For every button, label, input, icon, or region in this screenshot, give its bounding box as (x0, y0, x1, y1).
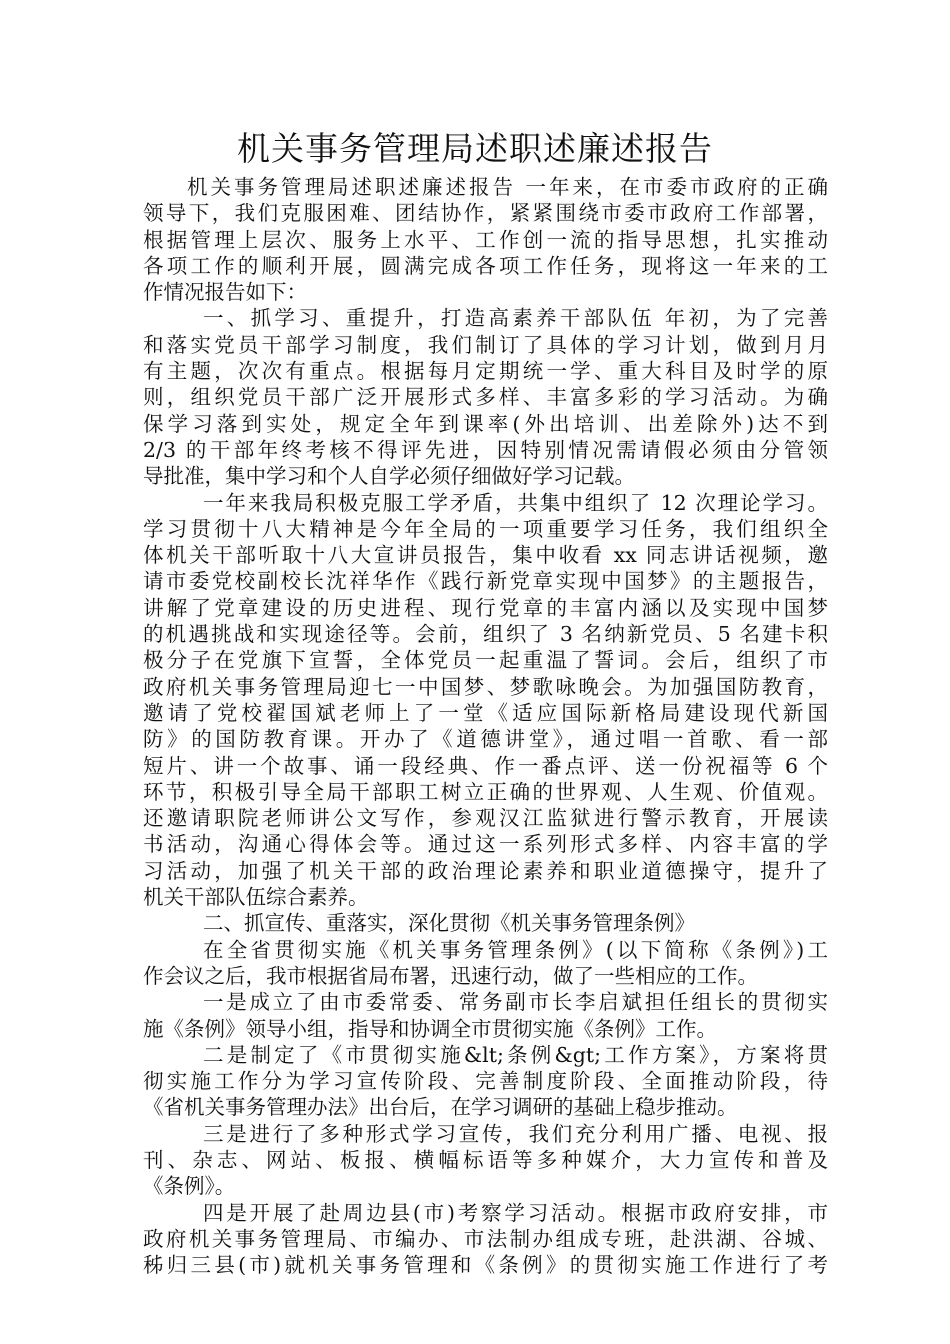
body-line: 短片、讲一个故事、诵一段经典、作一番点评、送一份祝福等 6 个 (143, 753, 828, 778)
body-line: 习活动，加强了机关干部的政治理论素养和职业道德操守，提升了 (143, 858, 828, 883)
body-line: 四是开展了赴周边县(市)考察学习活动。根据市政府安排，市 (203, 1200, 828, 1225)
body-line: 和落实党员干部学习制度，我们制订了具体的学习计划，做到月月 (143, 332, 828, 357)
body-line: 书活动，沟通心得体会等。通过这一系列形式多样、内容丰富的学 (143, 832, 828, 857)
body-line: 《条例》。 (143, 1174, 236, 1199)
body-line: 刊、杂志、网站、板报、横幅标语等多种媒介，大力宣传和普及 (143, 1147, 828, 1172)
body-line: 极分子在党旗下宣誓，全体党员一起重温了誓词。会后，组织了市 (143, 648, 828, 673)
body-line: 机关事务管理局述职述廉述报告 一年来，在市委市政府的正确 (187, 175, 828, 199)
body-line: 一年来我局积极克服工学矛盾，共集中组织了 12 次理论学习。 (203, 490, 828, 515)
body-line: 保学习落到实处，规定全年到课率(外出培训、出差除外)达不到 (143, 411, 828, 436)
body-line: 讲解了党章建设的历史进程、现行党章的丰富内涵以及实现中国梦 (143, 595, 828, 620)
body-line: 防》的国防教育课。开办了《道德讲堂》，通过唱一首歌、看一部 (143, 727, 828, 752)
body-line: 二、抓宣传、重落实，深化贯彻《机关事务管理条例》 (203, 911, 695, 936)
body-line: 导批准，集中学习和个人自学必须仔细做好学习记载。 (143, 464, 635, 489)
body-line: 学习贯彻十八大精神是今年全局的一项重要学习任务，我们组织全 (143, 516, 828, 541)
body-line: 请市委党校副校长沈祥华作《践行新党章实现中国梦》的主题报告， (143, 569, 828, 594)
body-line: 在全省贯彻实施《机关事务管理条例》(以下简称《条例》)工 (203, 937, 828, 962)
body-line: 秭归三县(市)就机关事务管理和《条例》的贯彻实施工作进行了考 (143, 1253, 828, 1278)
body-line: 环节，积极引导全局干部职工树立正确的世界观、人生观、价值观。 (143, 779, 828, 804)
body-line: 《省机关事务管理办法》出台后，在学习调研的基础上稳步推动。 (143, 1095, 738, 1120)
body-line: 施《条例》领导小组，指导和协调全市贯彻实施《条例》工作。 (143, 1016, 717, 1041)
body-line: 的机遇挑战和实现途径等。会前，组织了 3 名纳新党员、5 名建卡积 (143, 622, 828, 647)
body-line: 一、抓学习、重提升，打造高素养干部队伍 年初，为了完善 (203, 306, 828, 331)
body-line: 体机关干部听取十八大宣讲员报告，集中收看 xx 同志讲话视频，邀 (143, 543, 828, 568)
body-line: 根据管理上层次、服务上水平、工作创一流的指导思想，扎实推动 (143, 227, 828, 252)
body-line: 机关干部队伍综合素养。 (143, 885, 369, 910)
body-line: 各项工作的顺利开展，圆满完成各项工作任务，现将这一年来的工 (143, 253, 828, 278)
document-title: 机关事务管理局述职述廉述报告 (237, 129, 713, 168)
document-body (143, 174, 828, 1278)
body-line: 政府机关事务管理局、市编办、市法制办组成专班，赴洪湖、谷城、 (143, 1226, 828, 1251)
body-line: 则，组织党员干部广泛开展形式多样、丰富多彩的学习活动。为确 (143, 385, 828, 410)
body-line: 二是制定了《市贯彻实施&lt;条例&gt;工作方案》，方案将贯 (203, 1042, 828, 1067)
body-line: 还邀请职院老师讲公文写作，参观汉江监狱进行警示教育，开展读 (143, 806, 828, 831)
body-line: 领导下，我们克服困难、团结协作，紧紧围绕市委市政府工作部署， (143, 201, 828, 226)
body-line: 作会议之后，我市根据省局布署，迅速行动，做了一些相应的工作。 (143, 963, 758, 988)
body-line: 政府机关事务管理局迎七一中国梦、梦歌咏晚会。为加强国防教育， (143, 674, 828, 699)
body-line: 彻实施工作分为学习宣传阶段、完善制度阶段、全面推动阶段，待 (143, 1069, 828, 1094)
body-line: 三是进行了多种形式学习宣传，我们充分利用广播、电视、报 (203, 1121, 828, 1146)
body-line: 邀请了党校翟国斌老师上了一堂《适应国际新格局建设现代新国 (143, 700, 828, 725)
body-line: 有主题，次次有重点。根据每月定期统一学、重大科目及时学的原 (143, 359, 828, 384)
body-line: 一是成立了由市委常委、常务副市长李启斌担任组长的贯彻实 (203, 990, 828, 1015)
body-line: 2/3 的干部年终考核不得评先进，因特别情况需请假必须由分管领 (143, 437, 828, 462)
body-line: 作情况报告如下： (143, 280, 307, 305)
